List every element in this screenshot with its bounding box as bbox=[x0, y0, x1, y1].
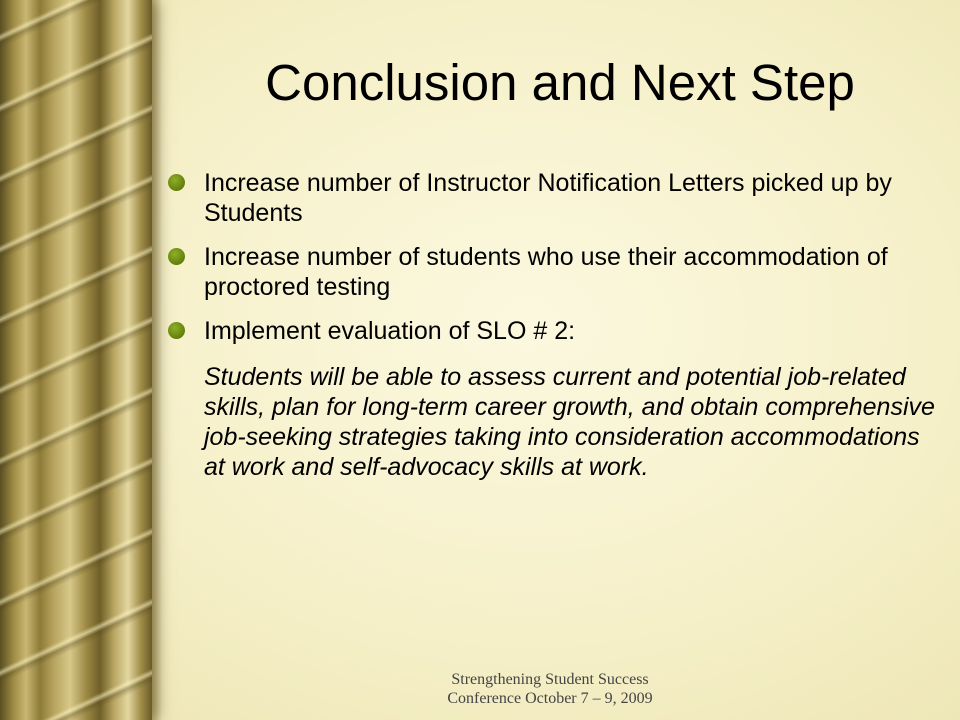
bullet-text: Increase number of Instructor Notification Letters picked up by Students bbox=[204, 169, 892, 227]
footer-line-1: Strengthening Student Success bbox=[451, 671, 649, 688]
bullet-list bbox=[166, 168, 946, 360]
bullet-text: Increase number of students who use their accommodation of proctored testing bbox=[204, 243, 888, 301]
bullet-text: Implement evaluation of SLO # 2: bbox=[204, 317, 576, 345]
decorative-left-band bbox=[0, 0, 152, 720]
bullet-dot-icon bbox=[168, 322, 185, 339]
slide-footer bbox=[330, 670, 770, 708]
slide-title: Conclusion and Next Step bbox=[265, 54, 855, 111]
bullet-item bbox=[166, 242, 946, 302]
slo-description: Students will be able to assess current and potential job-related skills, plan for long-term career growth, and obtain comprehensive job-seeking strategies taking into consideration accommodations at work and self-advocacy skills at work. bbox=[204, 363, 935, 481]
bullet-dot-icon bbox=[168, 174, 185, 191]
bullet-item bbox=[166, 168, 946, 228]
bullet-dot-icon bbox=[168, 248, 185, 265]
bullet-item bbox=[166, 316, 946, 346]
footer-line-2: Conference October 7 – 9, 2009 bbox=[447, 690, 653, 707]
